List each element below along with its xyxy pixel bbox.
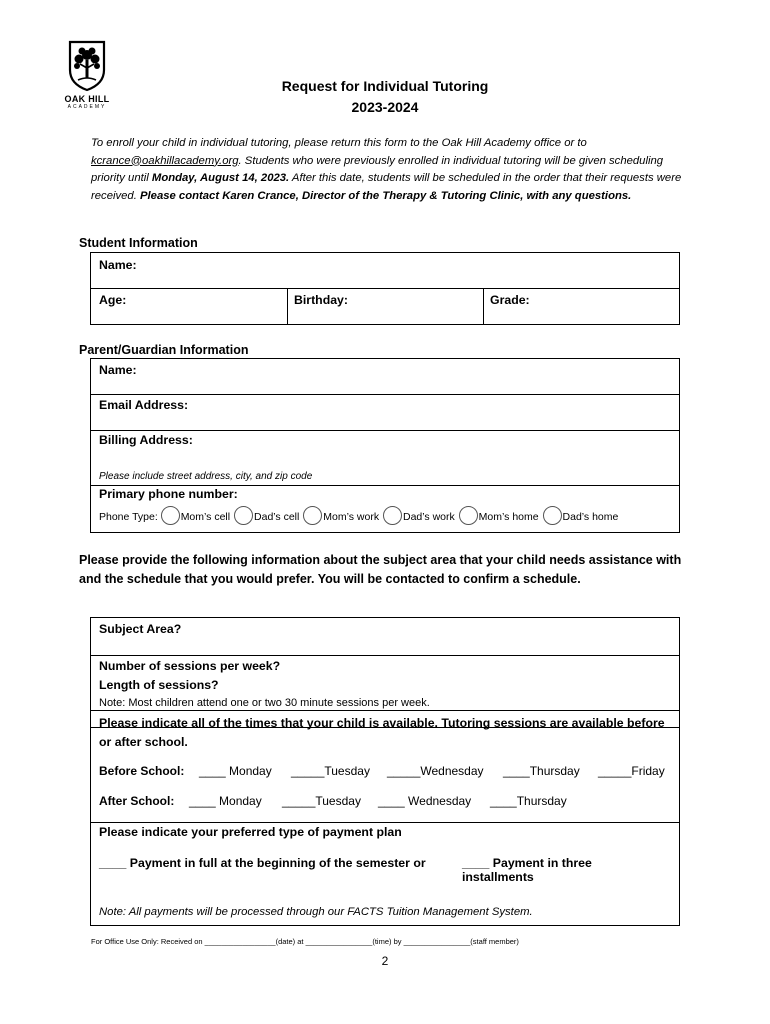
schedule-table (90, 617, 680, 926)
billing-address-note: Please include street address, city, and zip code (99, 471, 313, 482)
phone-type-option-mom-work[interactable]: Mom’s work (303, 511, 379, 523)
phone-type-option-dad-home[interactable]: Dad’s home (543, 511, 619, 523)
sessions-note: Note: Most children attend one or two 30 minute sessions per week. (99, 697, 430, 709)
before-tuesday[interactable]: _____Tuesday (291, 764, 370, 778)
parent-email-label: Email Address: (99, 398, 189, 412)
radio-button[interactable] (459, 506, 478, 525)
phone-type-options (99, 506, 619, 525)
availability-prompt: Please indicate all of the times that your child is available. Tutoring sessions are available before or after school. (99, 716, 665, 749)
subject-instructions: Please provide the following information about the subject area that your child needs assistance with and the schedule that you would prefer. You will be contacted to confirm a schedule. (79, 553, 682, 586)
radio-button[interactable] (543, 506, 562, 525)
availability-row (91, 710, 679, 823)
payment-row (91, 823, 679, 926)
before-school-label: Before School: (99, 764, 185, 778)
logo-name: OAK HILL (64, 94, 110, 104)
page-title: Request for Individual Tutoring (281, 78, 489, 94)
payment-option-full[interactable]: ____ Payment in full at the beginning of the semester or (99, 856, 426, 870)
before-school-days (99, 764, 665, 778)
subject-area-label: Subject Area? (99, 622, 182, 636)
phone-type-label: Phone Type: (99, 511, 161, 523)
before-thursday[interactable]: ____Thursday (503, 764, 580, 778)
phone-type-option-dad-work[interactable]: Dad’s work (383, 511, 455, 523)
student-info-table (90, 252, 680, 325)
payment-option-installments[interactable]: ____ Payment in three installments (462, 856, 592, 884)
before-friday[interactable]: _____Friday (598, 764, 665, 778)
billing-address-label: Billing Address: (99, 433, 193, 447)
after-thursday[interactable]: ____Thursday (490, 794, 567, 808)
after-school-label: After School: (99, 794, 175, 808)
after-school-days (99, 794, 567, 808)
subject-area-row[interactable] (91, 618, 679, 656)
student-name-row[interactable] (91, 253, 679, 289)
student-name-label: Name: (99, 258, 137, 272)
before-monday[interactable]: ____ Monday (199, 764, 272, 778)
parent-email-row[interactable] (91, 395, 679, 431)
office-use-line: For Office Use Only: Received on _________________(date) at ________________(time) by ________________(staff member) (91, 937, 519, 946)
priority-date: Monday, August 14, 2023. (151, 172, 290, 184)
student-details-row (91, 289, 679, 325)
payment-note: Note: All payments will be processed through our FACTS Tuition Management System. (99, 906, 533, 918)
intro-paragraph (91, 135, 696, 205)
payment-heading: Please indicate your preferred type of payment plan (99, 825, 402, 839)
parent-info-heading: Parent/Guardian Information (79, 343, 249, 357)
contact-note: Please contact Karen Crance, Director of the Therapy & Tutoring Clinic, with any questions. (139, 189, 632, 202)
intro-text-1: To enroll your child in individual tutoring, please return this form to the Oak Hill Academy office or to (91, 137, 587, 149)
phone-type-option-dad-cell[interactable]: Dad’s cell (234, 511, 299, 523)
session-length-label: Length of sessions? (99, 678, 219, 692)
page-year: 2023-2024 (351, 99, 419, 115)
intro-text-2: . Students who were previously enrolled in individual tutoring will be given scheduling priority until (91, 154, 664, 184)
radio-button[interactable] (303, 506, 322, 525)
after-wednesday[interactable]: ____ Wednesday (378, 794, 472, 808)
student-grade-label: Grade: (490, 293, 530, 307)
radio-button[interactable] (161, 506, 180, 525)
radio-button[interactable] (383, 506, 402, 525)
phone-row (91, 486, 679, 533)
logo-subtitle: ACADEMY (67, 104, 107, 110)
divider (287, 289, 288, 325)
student-info-heading: Student Information (79, 236, 198, 250)
before-wednesday[interactable]: _____Wednesday (387, 764, 484, 778)
radio-button[interactable] (234, 506, 253, 525)
phone-type-option-mom-cell[interactable]: Mom’s cell (161, 511, 230, 523)
after-tuesday[interactable]: _____Tuesday (282, 794, 361, 808)
parent-name-row[interactable] (91, 359, 679, 395)
intro-text-3: After this date, students will be scheduled in the order that their requests were received. (91, 172, 682, 202)
student-age-label: Age: (99, 293, 127, 307)
phone-type-option-mom-home[interactable]: Mom’s home (459, 511, 539, 523)
phone-number-label: Primary phone number: (99, 487, 238, 501)
billing-address-row[interactable] (91, 431, 679, 486)
divider (483, 289, 484, 325)
sessions-per-week-label: Number of sessions per week? (99, 659, 281, 673)
parent-info-table (90, 358, 680, 533)
student-birthday-label: Birthday: (294, 293, 348, 307)
page-number: 2 (381, 954, 389, 968)
contact-email-link[interactable]: kcrance@oakhillacademy.org (91, 154, 239, 167)
parent-name-label: Name: (99, 363, 137, 377)
after-monday[interactable]: ____ Monday (189, 794, 262, 808)
